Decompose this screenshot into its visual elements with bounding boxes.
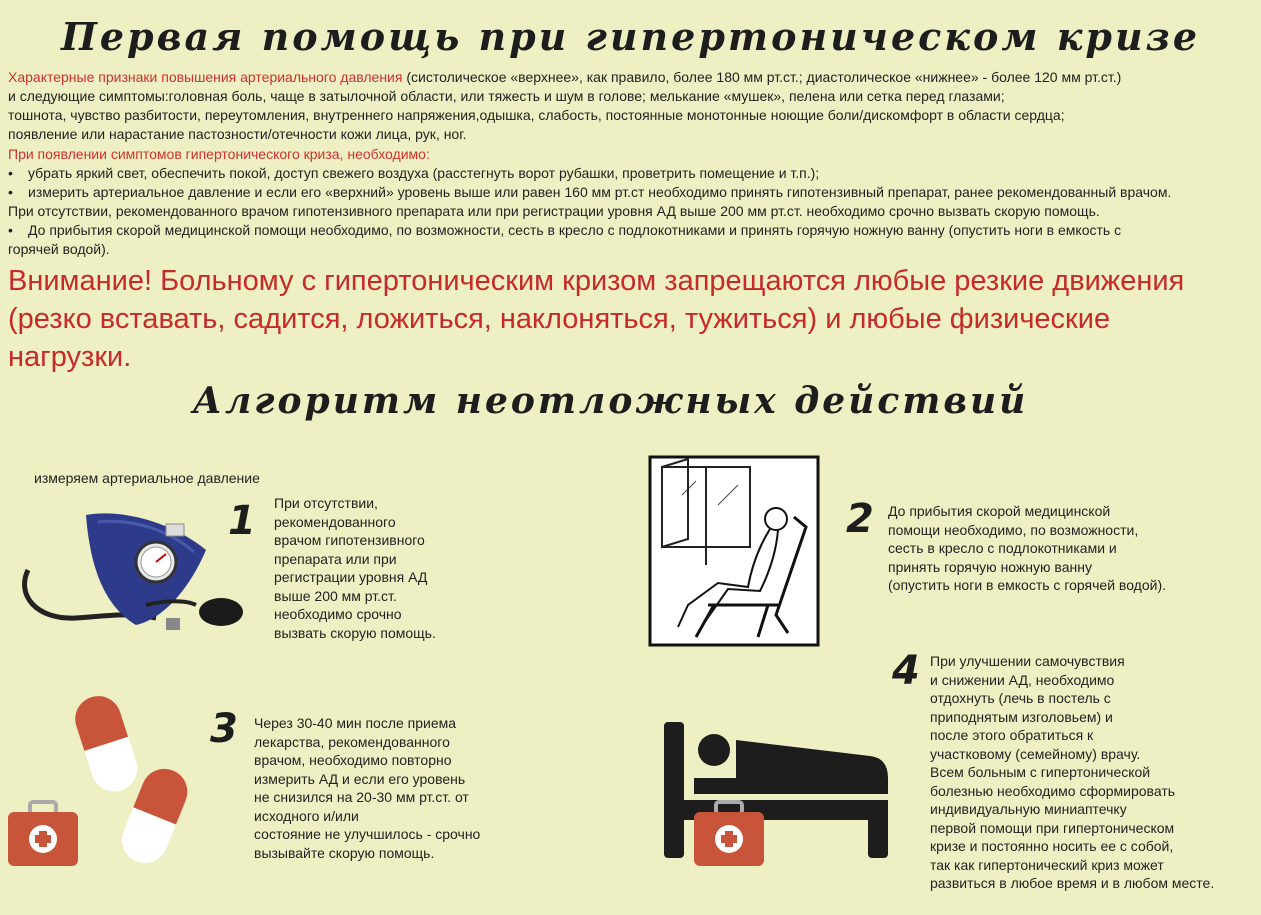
intro-line-4: появление или нарастание пастозности/отечности кожи лица, рук, ног.: [8, 126, 467, 142]
intro-line-3: тошнота, чувство разбитости, переутомления, внутреннего напряжения,одышка, слабость, постоянные монотонные ноющие боли/дискомфорт в области сердца;: [8, 107, 1065, 123]
blood-pressure-monitor-icon: [16, 500, 246, 645]
step-1-number: 1: [228, 498, 256, 544]
warning-text: Внимание! Больному с гипертоническим кризом запрещаются любые резкие движения (резко вставать, садится, ложиться, наклоняться, тужиться) и любые физические нагрузки.: [8, 265, 1185, 373]
intro-bullet-1: • убрать яркий свет, обеспечить покой, доступ свежего воздуха (расстегнуть ворот рубашки, проветрить помещение и т.п.);: [8, 165, 820, 181]
step-4-text: При улучшении самочувствия и снижении АД, необходимо отдохнуть (лечь в постель с приподнятым изголовьем) и после этого обратиться к участковому (семейному) врачу. Всем больным с гипертонической болезнью необходимо сформировать индивидуальную миниаптечку первой помощи при гипертоническом кризе и постоянно носить ее с собой, так как гипертонический криз может развиться в любое время и в любом месте.: [930, 653, 1215, 891]
intro-line-1: Характерные признаки повышения артериального давления (систолическое «верхнее», как правило, более 180 мм рт.ст.; диастолическое «нижнее» - более 120 мм рт.ст.): [8, 69, 1122, 85]
first-aid-kit-icon: [692, 800, 766, 868]
step-2-number: 2: [846, 496, 874, 542]
intro-line-2: и следующие симптомы:головная боль, чаще в затылочной области, или тяжесть и шум в голове; мелькание «мушек», пелена или сетка перед глазами;: [8, 88, 1005, 104]
intro-signs-heading: Характерные признаки повышения артериального давления: [8, 69, 403, 85]
intro-line-10: горячей водой).: [8, 241, 110, 257]
page-title: Первая помощь при гипертоническом кризе: [60, 14, 1201, 59]
person-in-armchair-icon: [648, 455, 820, 647]
intro-line-8: При отсутствии, рекомендованного врачом гипотензивного препарата или при регистрации уровня АД выше 200 мм рт.ст. необходимо срочно вызвать скорую помощь.: [8, 203, 1100, 219]
intro-bullet-3: • До прибытия скорой медицинской помощи необходимо, по возможности, сесть в кресло с подлокотниками и принять горячую ножную ванну (опустить ноги в емкость с: [8, 222, 1122, 238]
step-1-text: При отсутствии, рекомендованного врачом гипотензивного препарата или при регистрации уровня АД выше 200 мм рт.ст. необходимо срочно вызвать скорую помощь.: [274, 495, 436, 641]
step-4-number: 4: [892, 648, 920, 694]
intro-bullet-2: • измерить артериальное давление и если его «верхний» уровень выше или равен 160 мм рт.ст необходимо принять гипотензивный препарат, ранее рекомендованный врачом.: [8, 184, 1172, 200]
step-3-number: 3: [210, 706, 238, 752]
step-2-text: До прибытия скорой медицинской помощи необходимо, по возможности, сесть в кресло с подлокотниками и принять горячую ножную ванну (опустить ноги в емкость с горячей водой).: [888, 503, 1166, 593]
first-aid-kit-icon: [6, 800, 80, 868]
step-3-text: Через 30-40 мин после приема лекарства, рекомендованного врачом, необходимо повторно измерить АД и если его уровень не снизился на 20-30 мм рт.ст. от исходного и/или состояние не улучшилось - срочно вызывайте скорую помощь.: [254, 715, 481, 861]
pills-capsules-icon: [70, 695, 190, 875]
step-1-label: измеряем артериальное давление: [34, 470, 260, 486]
intro-actions-heading: При появлении симптомов гипертонического криза, необходимо:: [8, 146, 430, 162]
algorithm-title: Алгоритм неотложных действий: [192, 380, 1029, 422]
